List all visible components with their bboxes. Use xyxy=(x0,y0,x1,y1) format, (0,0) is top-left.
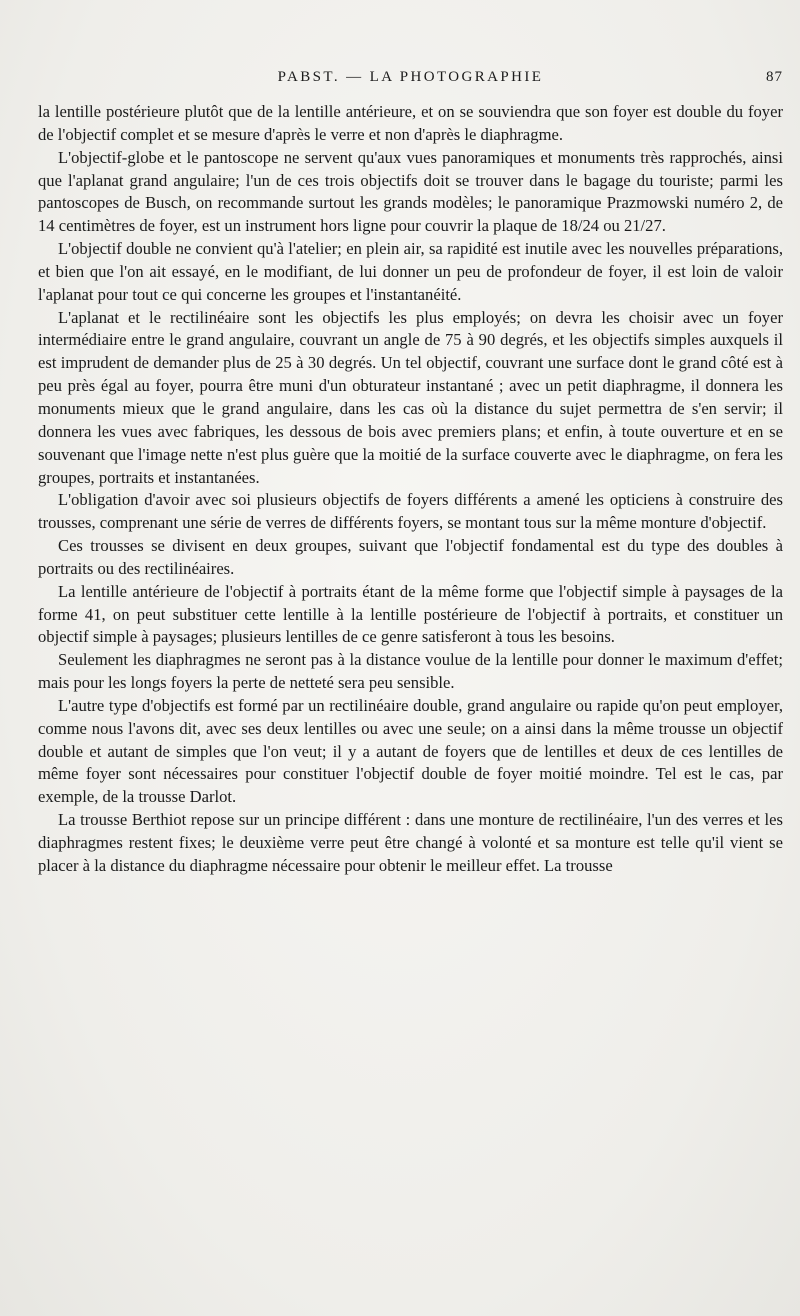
paragraph: Ces trousses se divisent en deux groupes, suivant que l'objectif fondamental est du type des doubles à portraits ou des rectilinéaires. xyxy=(38,536,783,578)
page-header xyxy=(38,67,783,91)
paragraph: La lentille antérieure de l'objectif à portraits étant de la même forme que l'objectif simple à paysages de la forme 41, on peut substituer cette lentille à la lentille postérieure de l'objectif à portraits, et constituer un objectif simple à paysages; plusieurs lentilles de ce genre satisferont à tous les besoins. xyxy=(38,581,783,647)
paragraph: L'aplanat et le rectilinéaire sont les objectifs les plus employés; on devra les choisir avec un foyer intermédiaire entre le grand angulaire, couvrant un angle de 75 à 90 degrés, et les objectifs simples auxquels il est imprudent de demander plus de 25 à 30 degrés. Un tel objectif, couvrant une surface dont le grand côté est à peu près égal au foyer, pourra être muni d'un obturateur instantané ; avec un petit diaphragme, il donnera les monuments mieux que le grand angulaire, dans les cas où la distance du sujet permettra de s'en servir; il donnera les vues avec fabriques, les dessous de bois avec premiers plans; et enfin, à toute ouverture et en se souvenant que l'image nette n'est plus guère que la moitié de la surface couverte avec le diaphragme, on fera les groupes, portraits et instantanées. xyxy=(38,307,783,487)
paragraph: la lentille postérieure plutôt que de la lentille antérieure, et on se souviendra que son foyer est double du foyer de l'objectif complet et se mesure d'après le verre et non d'après le diaphragme. xyxy=(38,102,783,144)
paragraph: L'objectif double ne convient qu'à l'atelier; en plein air, sa rapidité est inutile avec les nouvelles préparations, et bien que l'on ait essayé, en le modifiant, de lui donner un peu de profondeur de foyer, il est loin de valoir l'aplanat pour tout ce qui concerne les groupes et l'instantanéité. xyxy=(38,239,783,304)
page-number: 87 xyxy=(766,69,783,85)
running-head: PABST. — LA PHOTOGRAPHIE xyxy=(277,69,544,85)
body-text xyxy=(38,101,783,878)
paragraph: L'objectif-globe et le pantoscope ne servent qu'aux vues panoramiques et monuments très rapprochés, ainsi que l'aplanat grand angulaire; l'un de ces trois objectifs doit se trouver dans le bagage du touriste; parmi les pantoscopes de Busch, on recommande surtout les grands modèles; le panoramique Prazmowski numéro 2, de 14 centimètres de foyer, est un instrument hors ligne pour couvrir la plaque de 18/24 ou 21/27. xyxy=(38,147,783,236)
paragraph: La trousse Berthiot repose sur un principe différent : dans une monture de rectilinéaire, l'un des verres et les diaphragmes restent fixes; le deuxième verre peut être changé à volonté et sa monture est telle qu'il vient se placer à la distance du diaphragme nécessaire pour obtenir le meilleur effet. La trousse xyxy=(38,810,783,875)
paragraph: Seulement les diaphragmes ne seront pas à la distance voulue de la lentille pour donner le maximum d'effet; mais pour les longs foyers la perte de netteté sera peu sensible. xyxy=(38,650,783,693)
paragraph: L'obligation d'avoir avec soi plusieurs objectifs de foyers différents a amené les opticiens à construire des trousses, comprenant une série de verres de différents foyers, se montant tous sur la même monture d'objectif. xyxy=(38,490,783,533)
paragraph: L'autre type d'objectifs est formé par un rectilinéaire double, grand angulaire ou rapide qu'on peut employer, comme nous l'avons dit, avec ses deux lentilles ou avec une seule; on a ainsi dans la même trousse un objectif double et autant de simples que l'on veut; il y a autant de foyers que de lentilles et deux de ces lentilles de même foyer sont nécessaires pour constituer l'objectif double de foyer moitié moindre. Tel est le cas, par exemple, de la trousse Darlot. xyxy=(38,695,783,807)
